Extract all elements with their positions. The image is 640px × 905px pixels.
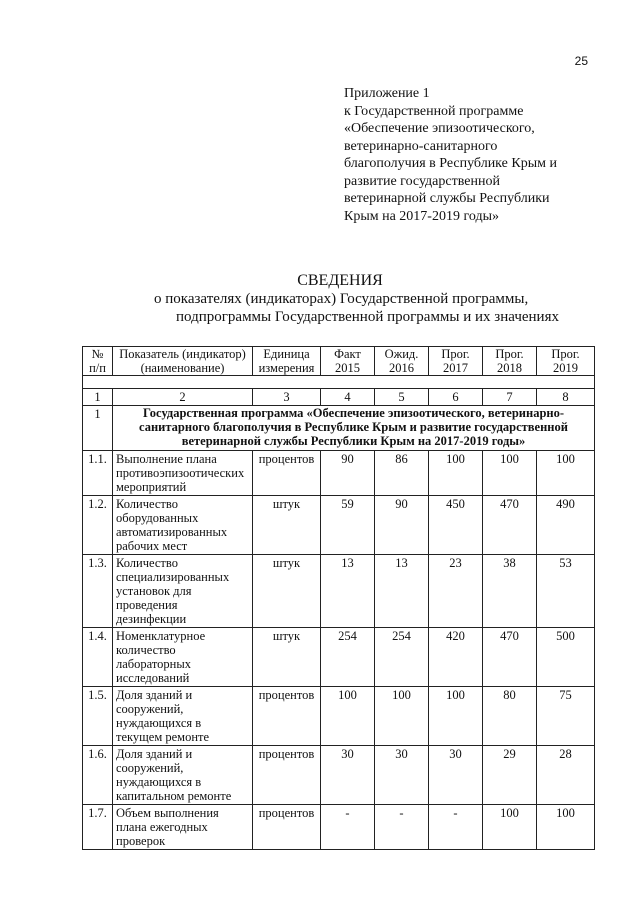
value-cell: 53 — [537, 555, 595, 628]
column-number: 4 — [321, 389, 375, 406]
table-row — [83, 805, 595, 850]
indicator-name: Доля зданий и сооружений, нуждающихся в капитальном ремонте — [113, 746, 253, 805]
appendix-line: ветеринарно-санитарного — [344, 138, 498, 154]
row-number: 1.7. — [83, 805, 113, 850]
value-cell: 254 — [321, 628, 375, 687]
value-cell: 30 — [429, 746, 483, 805]
header-fact-2015: Факт 2015 — [321, 347, 375, 376]
value-cell: 100 — [537, 805, 595, 850]
value-cell: 100 — [375, 687, 429, 746]
row-number: 1.2. — [83, 496, 113, 555]
value-cell: 75 — [537, 687, 595, 746]
value-cell: 500 — [537, 628, 595, 687]
column-number: 3 — [253, 389, 321, 406]
appendix-line: Приложение 1 — [344, 86, 430, 101]
row-number: 1.1. — [83, 451, 113, 496]
row-number: 1.3. — [83, 555, 113, 628]
unit-cell: штук — [253, 555, 321, 628]
row-number: 1.5. — [83, 687, 113, 746]
table-row — [83, 628, 595, 687]
table-row — [83, 451, 595, 496]
value-cell: 23 — [429, 555, 483, 628]
header-indicator: Показатель (индикатор) (наименование) — [113, 347, 253, 376]
appendix-line: ветеринарной службы Республики — [344, 191, 550, 206]
value-cell: - — [321, 805, 375, 850]
indicator-name: Объем выполнения плана ежегодных проверок — [113, 805, 253, 850]
value-cell: 490 — [537, 496, 595, 555]
value-cell: 254 — [375, 628, 429, 687]
value-cell: 470 — [483, 628, 537, 687]
indicator-name: Выполнение плана противоэпизоотических мероприятий — [113, 451, 253, 496]
program-number: 1 — [83, 406, 113, 451]
unit-cell: штук — [253, 628, 321, 687]
value-cell: 29 — [483, 746, 537, 805]
appendix-block — [344, 85, 594, 225]
program-row — [83, 406, 595, 451]
value-cell: 90 — [321, 451, 375, 496]
value-cell: 420 — [429, 628, 483, 687]
appendix-line: к Государственной программе — [344, 103, 524, 119]
table-row — [83, 555, 595, 628]
value-cell: 86 — [375, 451, 429, 496]
indicator-name: Номенклатурное количество лабораторных исследований — [113, 628, 253, 687]
document-heading — [0, 271, 640, 325]
document-title: СВЕДЕНИЯ — [297, 272, 383, 289]
unit-cell: процентов — [253, 746, 321, 805]
indicator-name: Количество специализированных установок для проведения дезинфекции — [113, 555, 253, 628]
column-number: 5 — [375, 389, 429, 406]
table-header-row — [83, 347, 595, 376]
appendix-line: благополучия в Республике Крым и — [344, 156, 557, 171]
appendix-line: развитие государственной — [344, 173, 500, 189]
table-spacer-row — [83, 376, 595, 389]
column-number-row — [83, 389, 595, 406]
header-unit: Единица измерения — [253, 347, 321, 376]
appendix-line: Крым на 2017-2019 годы» — [344, 208, 499, 224]
value-cell: 13 — [321, 555, 375, 628]
document-subtitle-line1: о показателях (индикаторах) Государственной программы, — [154, 291, 529, 307]
page-number: 25 — [574, 54, 588, 68]
value-cell: 80 — [483, 687, 537, 746]
unit-cell: штук — [253, 496, 321, 555]
row-number: 1.6. — [83, 746, 113, 805]
unit-cell: процентов — [253, 805, 321, 850]
value-cell: 100 — [537, 451, 595, 496]
value-cell: - — [429, 805, 483, 850]
program-title: Государственная программа «Обеспечение эпизоотического, ветеринарно-санитарного благополучия в Республике Крым и развитие государственной ветеринарной службы Республики Крым на 2017-2019 годы» — [113, 406, 595, 451]
column-number: 6 — [429, 389, 483, 406]
value-cell: 90 — [375, 496, 429, 555]
indicators-table — [82, 346, 595, 850]
column-number: 8 — [537, 389, 595, 406]
header-expected-2016: Ожид. 2016 — [375, 347, 429, 376]
value-cell: 100 — [429, 451, 483, 496]
value-cell: 470 — [483, 496, 537, 555]
table-row — [83, 746, 595, 805]
value-cell: 13 — [375, 555, 429, 628]
header-number: № п/п — [83, 347, 113, 376]
value-cell: 38 — [483, 555, 537, 628]
column-number: 2 — [113, 389, 253, 406]
value-cell: 28 — [537, 746, 595, 805]
value-cell: - — [375, 805, 429, 850]
column-number: 7 — [483, 389, 537, 406]
value-cell: 100 — [483, 805, 537, 850]
document-subtitle-line2: подпрограммы Государственной программы и их значениях — [176, 309, 559, 325]
row-number: 1.4. — [83, 628, 113, 687]
value-cell: 59 — [321, 496, 375, 555]
table-row — [83, 687, 595, 746]
indicator-name: Доля зданий и сооружений, нуждающихся в текущем ремонте — [113, 687, 253, 746]
value-cell: 450 — [429, 496, 483, 555]
header-forecast-2018: Прог. 2018 — [483, 347, 537, 376]
column-number: 1 — [83, 389, 113, 406]
unit-cell: процентов — [253, 687, 321, 746]
value-cell: 100 — [321, 687, 375, 746]
header-forecast-2019: Прог. 2019 — [537, 347, 595, 376]
table-row — [83, 496, 595, 555]
appendix-line: «Обеспечение эпизоотического, — [344, 121, 535, 136]
spacer-cell — [83, 376, 595, 389]
value-cell: 100 — [483, 451, 537, 496]
unit-cell: процентов — [253, 451, 321, 496]
value-cell: 100 — [429, 687, 483, 746]
value-cell: 30 — [375, 746, 429, 805]
header-forecast-2017: Прог. 2017 — [429, 347, 483, 376]
value-cell: 30 — [321, 746, 375, 805]
indicator-name: Количество оборудованных автоматизированных рабочих мест — [113, 496, 253, 555]
